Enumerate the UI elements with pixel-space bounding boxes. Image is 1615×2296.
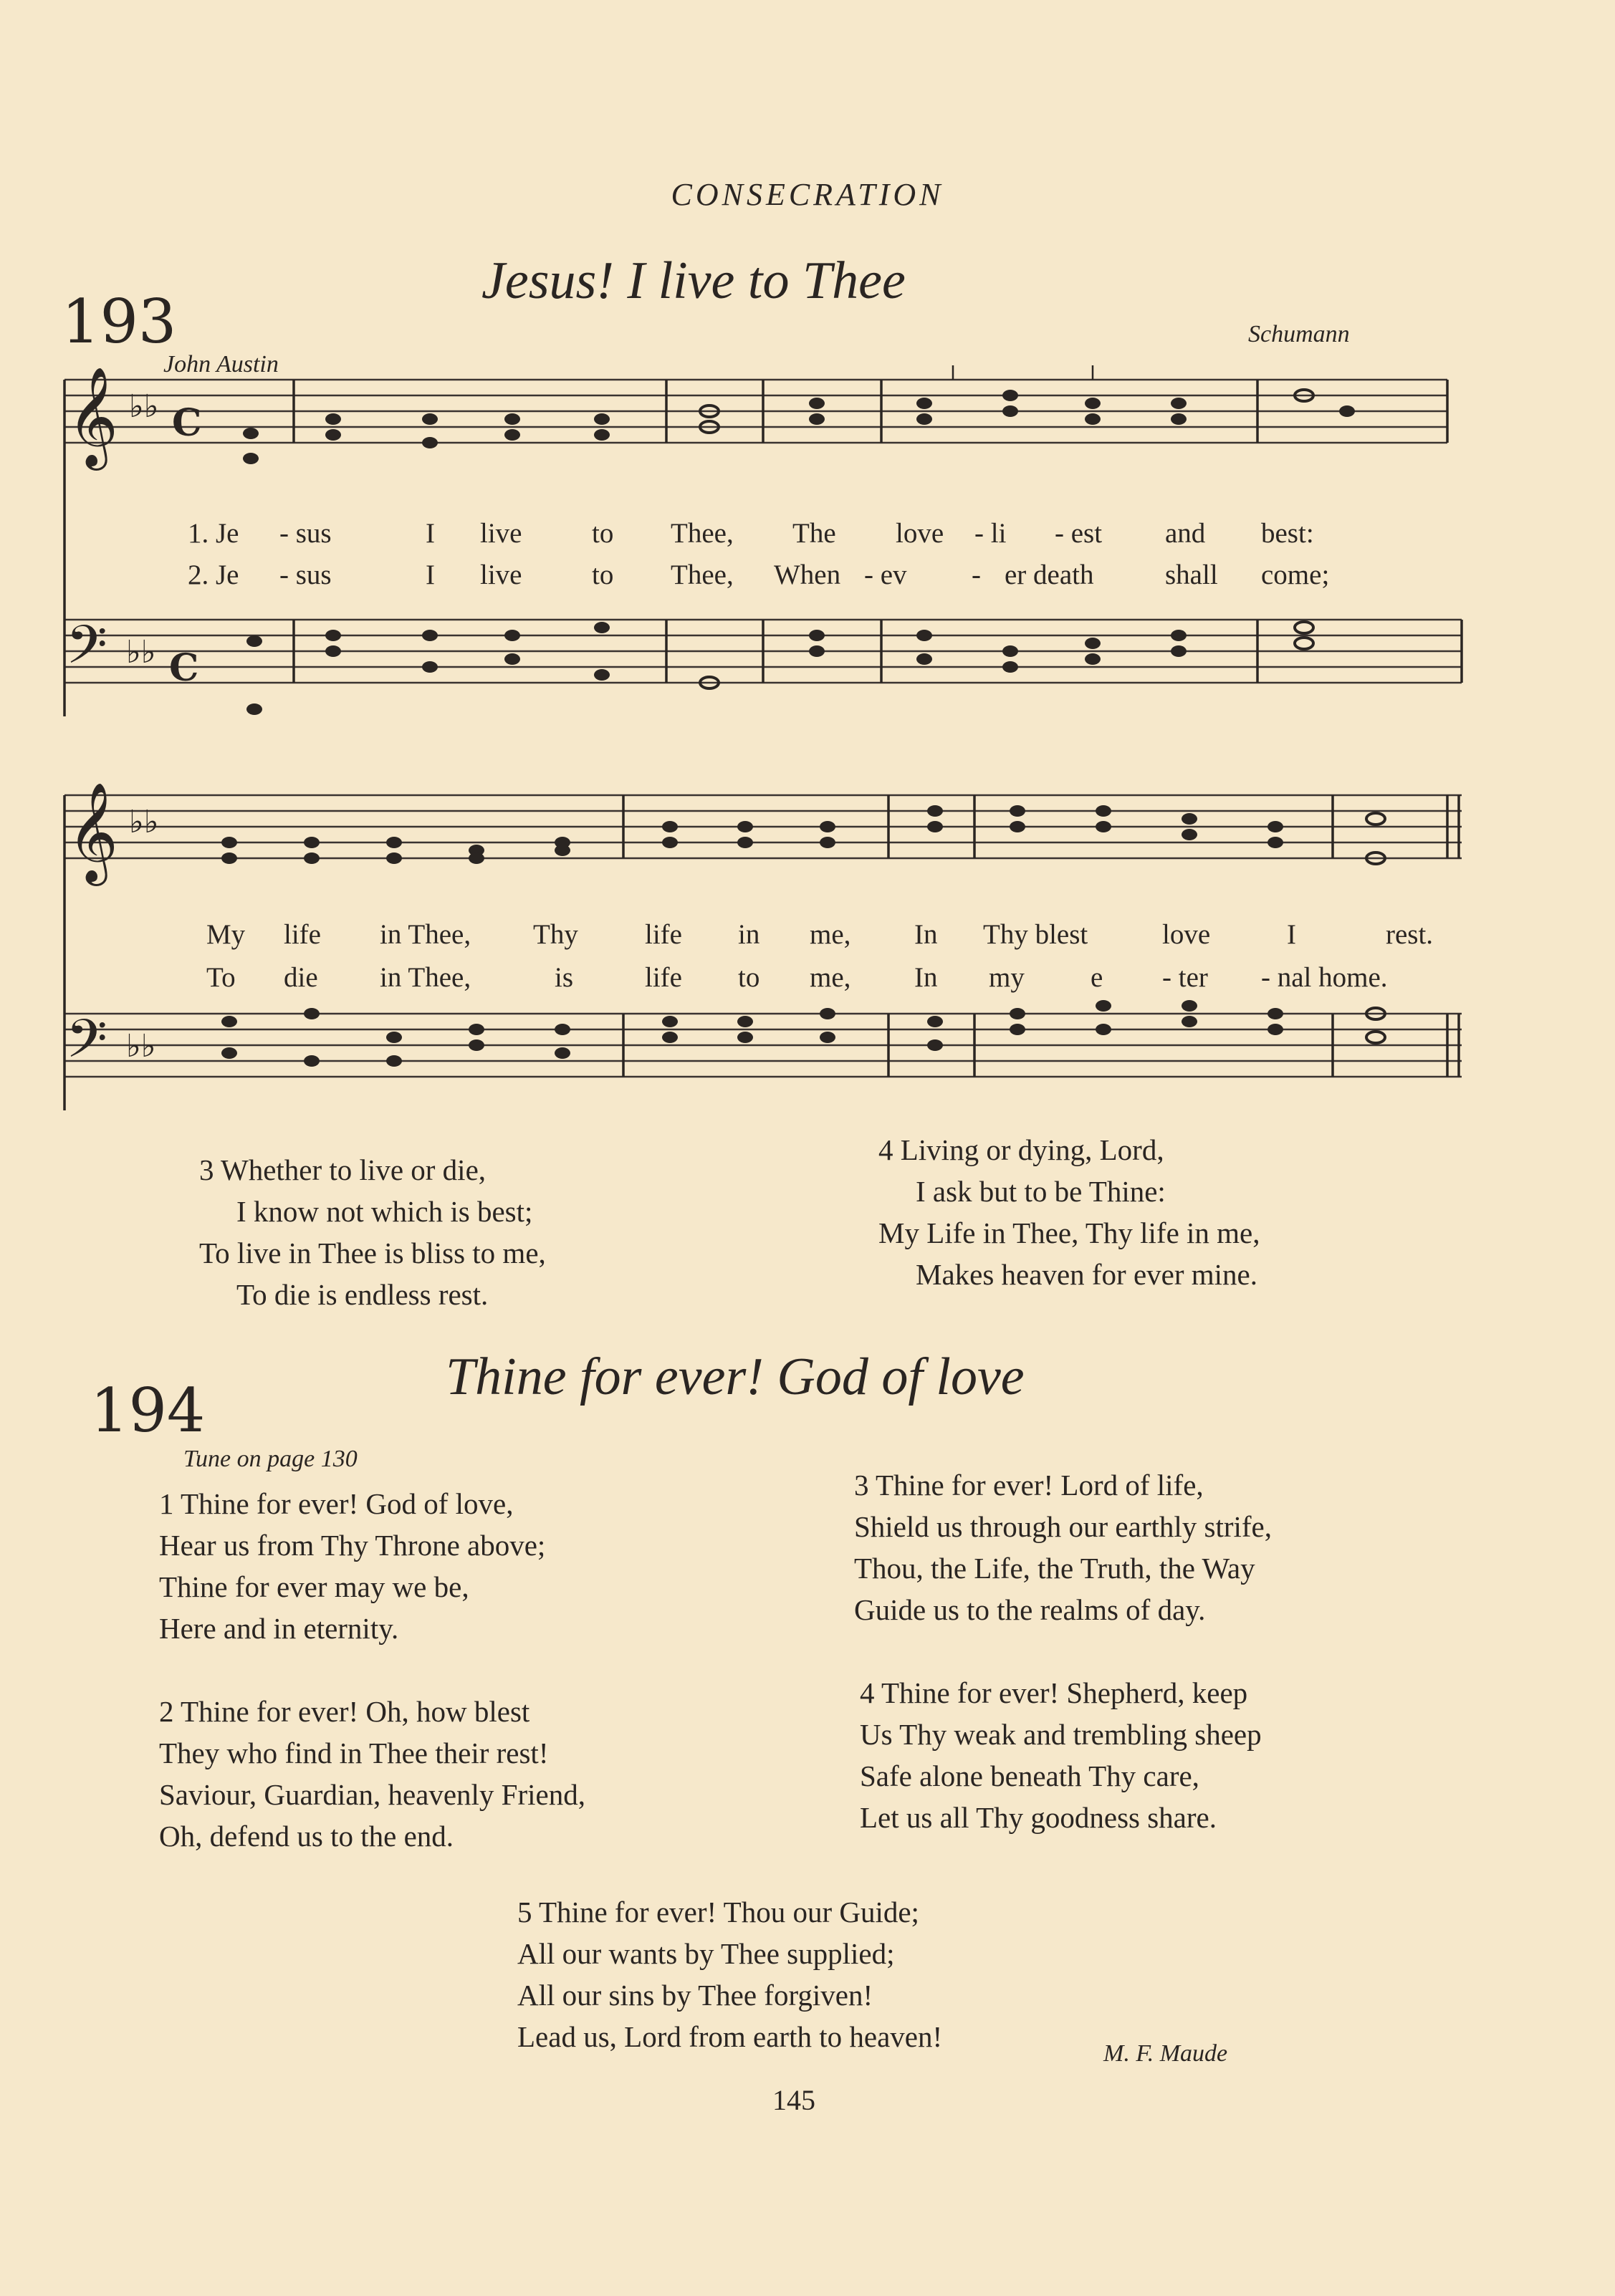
- verse-line: Thine for ever may we be,: [159, 1570, 469, 1603]
- verse-line: Let us all Thy goodness share.: [860, 1801, 1217, 1834]
- verse-line: Us Thy weak and trembling sheep: [860, 1718, 1262, 1751]
- section-header: CONSECRATION: [671, 177, 944, 212]
- verse-line: Lead us, Lord from earth to heaven!: [517, 2020, 943, 2053]
- lyric-syllable: shall: [1165, 559, 1218, 590]
- lyric-syllable: In: [914, 919, 938, 950]
- treble-staff-1: [64, 380, 1447, 443]
- lyric-syllable: my: [989, 962, 1025, 993]
- lyric-syllable: - sus: [279, 518, 332, 549]
- verse-line: Makes heaven for ever mine.: [916, 1258, 1257, 1291]
- verse-line: 5 Thine for ever! Thou our Guide;: [517, 1896, 919, 1928]
- verse-line: All our wants by Thee supplied;: [517, 1937, 895, 1970]
- lyric-syllable: live: [480, 559, 522, 590]
- svg-text:♭♭: ♭♭: [126, 634, 156, 671]
- verse-line: 4 Living or dying, Lord,: [878, 1133, 1164, 1166]
- verse-line: To live in Thee is bliss to me,: [199, 1236, 546, 1269]
- lyric-syllable: to: [738, 962, 760, 993]
- lyric-syllable: in Thee,: [380, 919, 471, 950]
- svg-text:𝄞: 𝄞: [67, 367, 118, 466]
- lyric-syllable: love: [1162, 919, 1211, 950]
- verse-line: Oh, defend us to the end.: [159, 1820, 454, 1853]
- lyric-syllable: come;: [1261, 559, 1330, 590]
- hymn-number-193: 193: [62, 287, 177, 357]
- lyric-syllable: -: [972, 559, 981, 590]
- lyric-syllable: is: [555, 962, 574, 993]
- lyric-syllable: rest.: [1386, 919, 1434, 950]
- music-system-1: [57, 365, 1476, 738]
- hymn-author-194: M. F. Maude: [1103, 2040, 1228, 2067]
- lyric-syllable: Thy: [533, 919, 578, 950]
- lyric-syllable: me,: [810, 962, 851, 993]
- svg-text:𝄞: 𝄞: [67, 782, 118, 882]
- lyric-syllable: - est: [1055, 518, 1103, 549]
- hymn194-verse3: [854, 1464, 1272, 1630]
- verse-line: I ask but to be Thine:: [916, 1175, 1166, 1208]
- svg-text:♭♭: ♭♭: [129, 388, 159, 425]
- hymn194-verse4: [860, 1672, 1262, 1838]
- lyric-syllable: When: [774, 559, 841, 590]
- verse-line: Hear us from Thy Throne above;: [159, 1529, 546, 1562]
- lyric-syllable: me,: [810, 919, 851, 950]
- lyric-syllable: - ter: [1162, 962, 1208, 993]
- lyric-syllable: life: [284, 919, 321, 950]
- svg-text:𝄢: 𝄢: [66, 614, 107, 689]
- verse-line: All our sins by Thee forgiven!: [517, 1979, 873, 2012]
- lyric-syllable: in: [738, 919, 760, 950]
- hymn194-verse1: [159, 1483, 545, 1649]
- verse-line: Here and in eternity.: [159, 1612, 399, 1645]
- lyric-syllable: - nal home.: [1261, 962, 1388, 993]
- verse-line: Shield us through our earthly strife,: [854, 1510, 1273, 1543]
- verse-line: 4 Thine for ever! Shepherd, keep: [860, 1676, 1248, 1709]
- lyric-syllable: best:: [1261, 518, 1314, 549]
- lyric-syllable: - ev: [864, 559, 907, 590]
- lyric-syllable: life: [645, 919, 682, 950]
- hymn-number-194: 194: [90, 1375, 206, 1446]
- hymn193-verse4: [878, 1129, 1260, 1295]
- svg-text:C: C: [169, 646, 199, 690]
- hymn-author-193: John Austin: [163, 351, 279, 378]
- hymn-title-194: Thine for ever! God of love: [446, 1348, 1025, 1406]
- lyric-syllable: Thy blest: [983, 919, 1088, 950]
- lyric-syllable: die: [284, 962, 318, 993]
- music-score-1: [57, 365, 1476, 738]
- svg-text:𝄢: 𝄢: [66, 1008, 107, 1083]
- music-score-2: [57, 781, 1476, 1139]
- verse-line: 2 Thine for ever! Oh, how blest: [159, 1695, 530, 1728]
- verse-line: 3 Whether to live or die,: [199, 1153, 487, 1186]
- verse-line: Guide us to the realms of day.: [854, 1593, 1206, 1626]
- lyric-syllable: - li: [974, 518, 1007, 549]
- lyric-syllable: To: [206, 962, 236, 993]
- lyric-syllable: Thee,: [671, 518, 734, 549]
- verse-line: They who find in Thee their rest!: [159, 1737, 549, 1769]
- hymn194-verse5: [517, 1891, 942, 2057]
- verse-line: To die is endless rest.: [236, 1278, 489, 1311]
- bass-staff-2: [64, 1014, 1462, 1077]
- hymn193-verse3: [199, 1149, 546, 1315]
- page-number: 145: [772, 2084, 815, 2116]
- verse-line: 1 Thine for ever! God of love,: [159, 1487, 514, 1520]
- treble-staff-2: [64, 795, 1462, 858]
- lyric-syllable: My: [206, 919, 246, 950]
- svg-text:♭♭: ♭♭: [129, 804, 159, 840]
- lyric-syllable: life: [645, 962, 682, 993]
- lyric-syllable: In: [914, 962, 938, 993]
- lyric-syllable: I: [1287, 919, 1296, 950]
- verse-line: 3 Thine for ever! Lord of life,: [854, 1469, 1204, 1502]
- lyric-syllable: er death: [1005, 559, 1094, 590]
- hymn-composer-193: Schumann: [1248, 321, 1350, 347]
- verse-line: My Life in Thee, Thy life in me,: [878, 1216, 1260, 1249]
- verse-line: Saviour, Guardian, heavenly Friend,: [159, 1778, 585, 1811]
- hymn194-verse2: [159, 1691, 585, 1857]
- svg-text:♭♭: ♭♭: [126, 1028, 156, 1065]
- lyric-syllable: to: [592, 559, 614, 590]
- lyric-syllable: I: [426, 518, 435, 549]
- hymn-title-193: Jesus! I live to Thee: [481, 251, 906, 310]
- lyric-syllable: I: [426, 559, 435, 590]
- lyric-syllable: 1. Je: [188, 518, 239, 549]
- lyric-syllable: The: [792, 518, 836, 549]
- lyric-syllable: e: [1091, 962, 1103, 993]
- music-system-2: [57, 781, 1476, 1139]
- lyric-syllable: in Thee,: [380, 962, 471, 993]
- svg-text:C: C: [172, 401, 202, 445]
- lyric-syllable: love: [896, 518, 944, 549]
- verse-line: Thou, the Life, the Truth, the Way: [854, 1552, 1255, 1585]
- lyric-syllable: Thee,: [671, 559, 734, 590]
- tune-reference: Tune on page 130: [183, 1446, 358, 1472]
- verse-line: Safe alone beneath Thy care,: [860, 1759, 1199, 1792]
- lyric-syllable: live: [480, 518, 522, 549]
- lyric-syllable: and: [1165, 518, 1206, 549]
- lyric-syllable: 2. Je: [188, 559, 239, 590]
- lyric-syllable: - sus: [279, 559, 332, 590]
- lyric-syllable: to: [592, 518, 614, 549]
- verse-line: I know not which is best;: [236, 1195, 533, 1228]
